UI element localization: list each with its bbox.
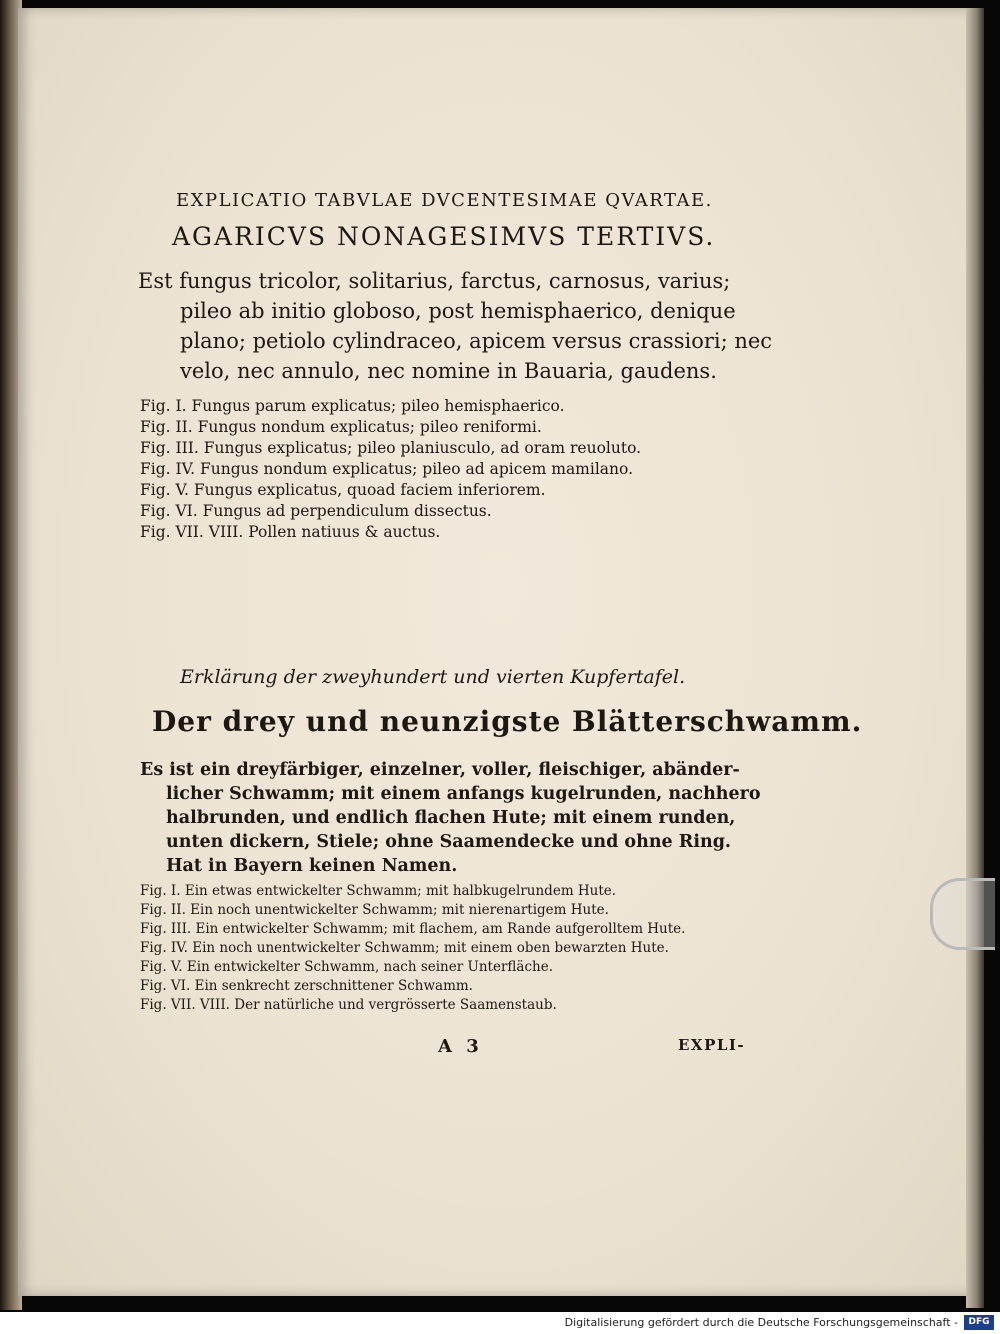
german-figure-list	[140, 882, 685, 1015]
figure-text: Ein entwickelter Schwamm; mit flachem, am Rande aufgerolltem Hute.	[195, 921, 686, 937]
latin-line: velo, nec annulo, nec nomine in Bauaria, gaudens.	[180, 359, 717, 383]
latin-figure-list	[140, 396, 641, 543]
figure-row	[140, 939, 685, 958]
figure-text: Ein noch unentwickelter Schwamm; mit einem oben bewarzten Hute.	[192, 940, 669, 956]
figure-row	[140, 901, 685, 920]
figure-row	[140, 522, 641, 543]
figure-row	[140, 958, 685, 977]
figure-label: Fig. IV.	[140, 460, 196, 478]
german-paragraph	[140, 758, 770, 878]
figure-text: Fungus parum explicatus; pileo hemisphaerico.	[191, 397, 565, 415]
figure-row	[140, 977, 685, 996]
figure-label: Fig. II.	[140, 902, 186, 918]
catchword: EXPLI-	[678, 1036, 746, 1054]
figure-row	[140, 501, 641, 522]
figure-text: Fungus explicatus, quoad faciem inferiorem.	[193, 481, 546, 499]
german-title: Der drey und neunzigste Blätterschwamm.	[152, 705, 863, 738]
figure-text: Fungus explicatus; pileo planiusculo, ad oram reuoluto.	[203, 439, 642, 457]
page-edge	[966, 8, 984, 1308]
figure-label: Fig. IV.	[140, 940, 188, 956]
german-line: unten dickern, Stiele; ohne Saamendecke und ohne Ring.	[166, 832, 732, 852]
figure-text: Fungus nondum explicatus; pileo ad apicem mamilano.	[199, 460, 634, 478]
figure-text: Fungus ad perpendiculum dissectus.	[202, 502, 492, 520]
latin-line: plano; petiolo cylindraceo, apicem versus crassiori; nec	[180, 329, 773, 353]
figure-label: Fig. V.	[140, 959, 183, 975]
figure-text: Ein noch unentwickelter Schwamm; mit nierenartigem Hute.	[190, 902, 609, 918]
german-header: Erklärung der zweyhundert und vierten Kupfertafel.	[180, 666, 686, 688]
figure-label: Fig. I.	[140, 883, 181, 899]
german-line: licher Schwamm; mit einem anfangs kugelrunden, nachhero	[166, 784, 761, 804]
figure-text: Der natürliche und vergrösserte Saamenstaub.	[234, 997, 557, 1013]
figure-label: Fig. VII. VIII.	[140, 523, 244, 541]
figure-text: Ein etwas entwickelter Schwamm; mit halbkugelrundem Hute.	[184, 883, 617, 899]
latin-paragraph	[138, 266, 773, 386]
figure-label: Fig. V.	[140, 481, 189, 499]
figure-label: Fig. VI.	[140, 978, 191, 994]
figure-label: Fig. II.	[140, 418, 193, 436]
figure-text: Pollen natiuus & auctus.	[248, 523, 441, 541]
figure-row	[140, 417, 641, 438]
latin-line: Est fungus tricolor, solitarius, farctus, carnosus, varius;	[138, 269, 731, 293]
figure-row	[140, 438, 641, 459]
figure-text: Fungus nondum explicatus; pileo reniformi.	[197, 418, 542, 436]
figure-row	[140, 996, 685, 1015]
dfg-logo: DFG	[964, 1315, 994, 1330]
latin-header: EXPLICATIO TABVLAE DVCENTESIMAE QVARTAE.	[176, 190, 713, 211]
latin-title: AGARICVS NONAGESIMVS TERTIVS.	[172, 222, 716, 251]
figure-label: Fig. III.	[140, 921, 192, 937]
figure-row	[140, 920, 685, 939]
figure-row	[140, 459, 641, 480]
german-line: Es ist ein dreyfärbiger, einzelner, voller, fleischiger, abänder-	[140, 760, 740, 780]
figure-row	[140, 396, 641, 417]
figure-label: Fig. VII. VIII.	[140, 997, 230, 1013]
figure-label: Fig. I.	[140, 397, 187, 415]
latin-line: pileo ab initio globoso, post hemisphaerico, denique	[180, 299, 736, 323]
figure-label: Fig. III.	[140, 439, 199, 457]
signature-mark: A 3	[438, 1036, 483, 1057]
german-line: halbrunden, und endlich flachen Hute; mit einem runden,	[166, 808, 736, 828]
footer-text: Digitalisierung gefördert durch die Deutsche Forschungsgemeinschaft -	[564, 1316, 958, 1329]
figure-row	[140, 882, 685, 901]
german-line: Hat in Bayern keinen Namen.	[166, 856, 458, 876]
figure-text: Ein senkrecht zerschnittener Schwamm.	[194, 978, 473, 994]
figure-row	[140, 480, 641, 501]
figure-label: Fig. VI.	[140, 502, 198, 520]
figure-text: Ein entwickelter Schwamm, nach seiner Unterfläche.	[186, 959, 554, 975]
footer-bar	[0, 1312, 1000, 1334]
page-clip	[930, 878, 995, 950]
